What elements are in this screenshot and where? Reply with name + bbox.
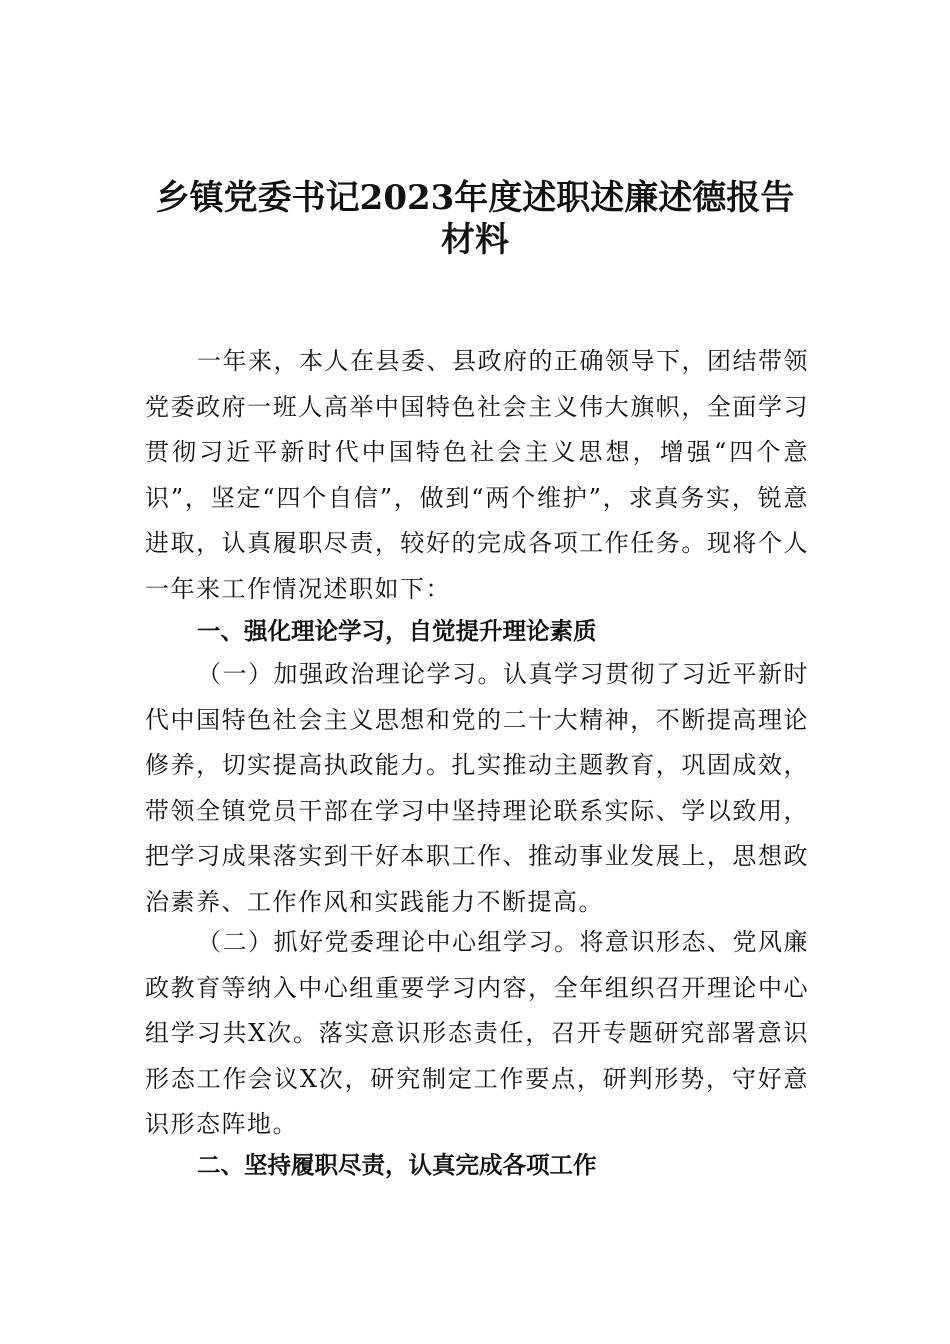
intro-paragraph: 一年来，本人在县委、县政府的正确领导下，团结带领党委政府一班人高举中国特色社会主义伟大旗帜，全面学习贯彻习近平新时代中国特色社会主义思想，增强“四个意识”，坚定“四个自信”，做到“两个维护”，求真务实，锐意进取，认真履职尽责，较好的完成各项工作任务。现将个人一年来工作情况述职如下： [145,347,809,603]
section-2-heading: 二、坚持履职尽责，认真完成各项工作 [197,1151,597,1179]
document-title-line-1: 乡镇党委书记2023年度述职述廉述德报告 [155,178,795,218]
section-1-heading: 一、强化理论学习，自觉提升理论素质 [197,617,597,645]
section-1-paragraph-2: （二）抓好党委理论中心组学习。将意识形态、党风廉政教育等纳入中心组重要学习内容，全年组织召开理论中心组学习共X次。落实意识形态责任，召开专题研究部署意识形态工作会议X次，研究制定工作要点，研判形势，守好意识形态阵地。 [145,928,809,1138]
document-title-line-2: 材料 [441,220,509,260]
section-1-paragraph-1: （一）加强政治理论学习。认真学习贯彻了习近平新时代中国特色社会主义思想和党的二十大精神，不断提高理论修养，切实提高执政能力。扎实推动主题教育，巩固成效，带领全镇党员干部在学习中坚持理论联系实际、学以致用，把学习成果落实到干好本职工作、推动事业发展上，思想政治素养、工作作风和实践能力不断提高。 [145,660,809,916]
